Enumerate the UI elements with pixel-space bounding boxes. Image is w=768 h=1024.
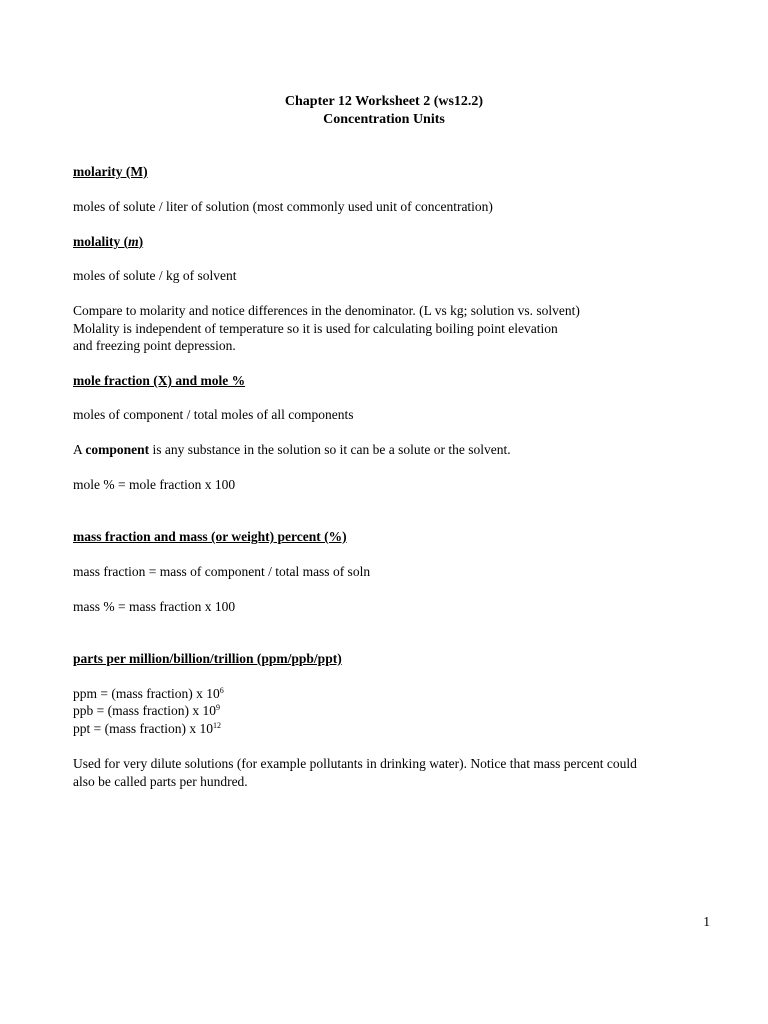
component-definition <box>73 441 511 458</box>
ppt-exponent: 12 <box>212 721 221 730</box>
component-term: component <box>85 442 150 457</box>
ppm-formula-base: ppm = (mass fraction) x 10 <box>73 686 220 701</box>
molality-note-compare: Compare to molarity and notice differences in the denominator. (L vs kg; solution vs. solvent) <box>73 303 580 318</box>
ppt-formula <box>73 720 221 737</box>
molality-heading <box>73 233 143 250</box>
molality-heading-suffix: ) <box>138 234 144 249</box>
molality-note-freezing: and freezing point depression. <box>73 338 236 353</box>
ppm-formula <box>73 685 224 702</box>
molarity-heading: molarity (M) <box>73 164 148 179</box>
document-title: Chapter 12 Worksheet 2 (ws12.2) <box>284 94 484 109</box>
ppb-formula <box>73 702 220 719</box>
component-prefix: A <box>73 442 86 457</box>
molality-definition: moles of solute / kg of solvent <box>73 268 237 283</box>
mass-fraction-heading: mass fraction and mass (or weight) percent (%) <box>73 529 347 544</box>
ppt-formula-base: ppt = (mass fraction) x 10 <box>73 721 213 736</box>
component-suffix: is any substance in the solution so it can be a solute or the solvent. <box>149 442 511 457</box>
mass-fraction-definition: mass fraction = mass of component / total mass of soln <box>73 564 371 579</box>
parts-per-note-hundred: also be called parts per hundred. <box>73 774 248 789</box>
ppb-exponent: 9 <box>215 703 220 712</box>
document-subtitle: Concentration Units <box>323 112 445 127</box>
ppb-formula-base: ppb = (mass fraction) x 10 <box>73 703 216 718</box>
ppm-exponent: 6 <box>219 686 224 695</box>
parts-per-note-dilute: Used for very dilute solutions (for example pollutants in drinking water). Notice that mass percent could <box>73 756 637 771</box>
mass-percent-formula: mass % = mass fraction x 100 <box>73 599 236 614</box>
parts-per-heading: parts per million/billion/trillion (ppm/ppb/ppt) <box>73 651 342 666</box>
molality-symbol: m <box>128 234 139 249</box>
molality-note-temperature: Molality is independent of temperature so it is used for calculating boiling point elevation <box>73 321 558 336</box>
mole-percent-formula: mole % = mole fraction x 100 <box>73 477 236 492</box>
molarity-definition: moles of solute / liter of solution (most commonly used unit of concentration) <box>73 199 493 214</box>
page-number: 1 <box>703 914 710 929</box>
mole-fraction-definition: moles of component / total moles of all components <box>73 407 354 422</box>
mole-fraction-heading: mole fraction (X) and mole % <box>73 373 246 388</box>
molality-heading-prefix: molality ( <box>73 234 129 249</box>
